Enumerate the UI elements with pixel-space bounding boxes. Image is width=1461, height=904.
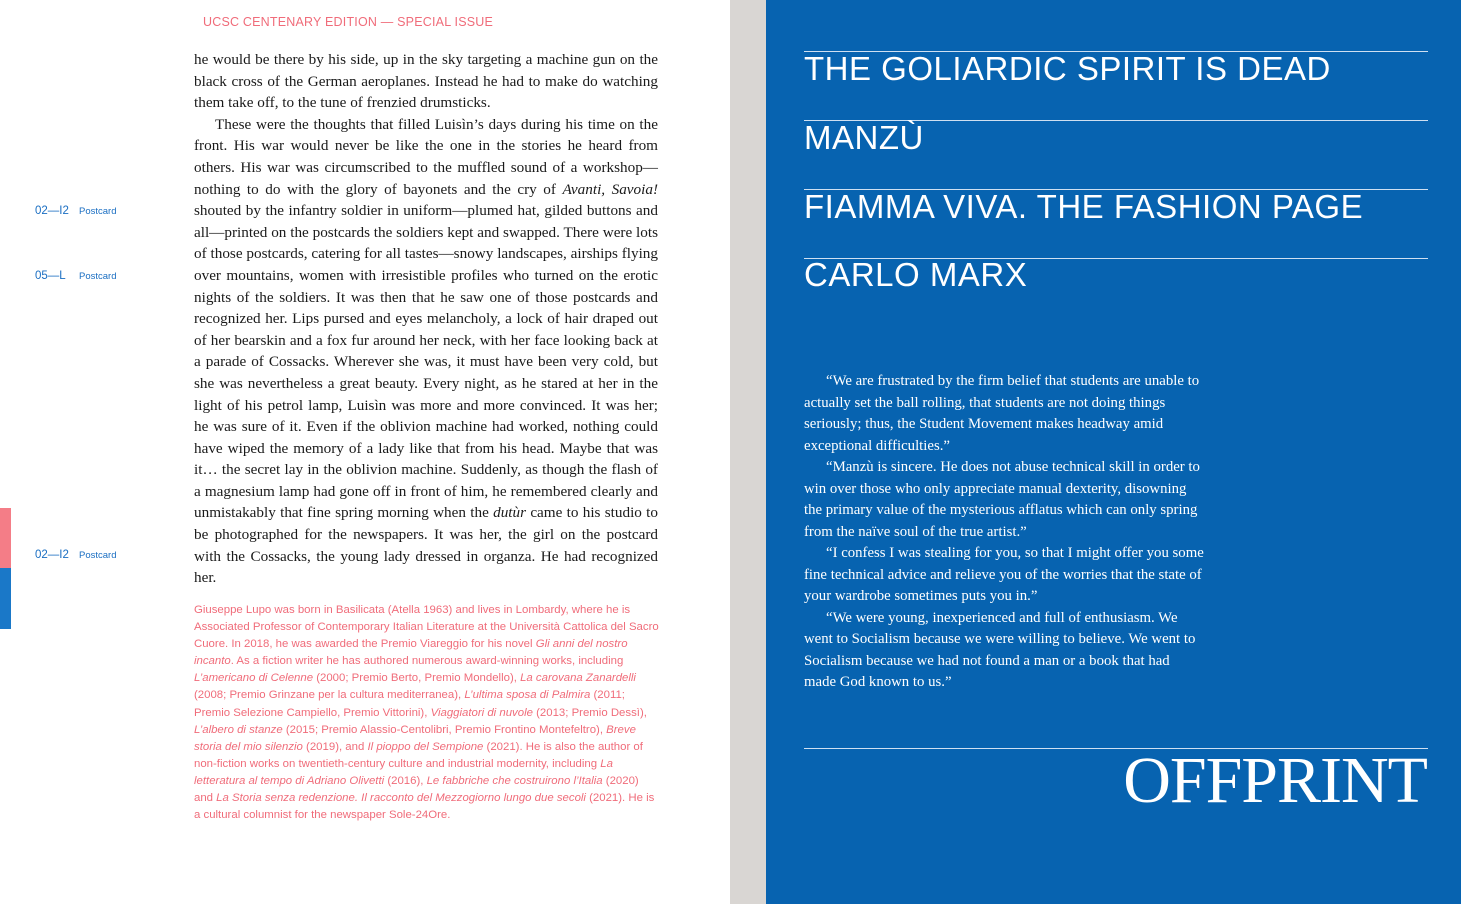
edge-marker-pink: [0, 508, 11, 568]
right-page: [766, 0, 1461, 904]
heading-carlo-marx[interactable]: CARLO MARX: [804, 256, 1028, 293]
running-header: UCSC CENTENARY EDITION — SPECIAL ISSUE: [203, 15, 494, 29]
quote-2: “Manzù is sincere. He does not abuse technical skill in order to win over those who only appreciate manual dexterity, disowning the primary value of the mysterious afflatus which can only spring from the naïve soul of the true artist.”: [804, 459, 1200, 540]
margin-note-word: Postcard: [79, 271, 117, 282]
quote-4: “We were young, inexperienced and full of enthusiasm. We went to Socialism because we were willing to believe. We went to Socialism because we had not found a man or a book that had made God known to us.”: [804, 609, 1196, 690]
quote-1: “We are frustrated by the firm belief that students are unable to actually set the ball rolling, that students are not doing things seriously; thus, the Student Movement makes headway amid exceptional difficulties.”: [804, 373, 1200, 454]
body-text: [194, 49, 658, 589]
heading-manzu[interactable]: MANZÙ: [804, 119, 924, 156]
heading-goliardic-spirit[interactable]: THE GOLIARDIC SPIRIT IS DEAD: [804, 50, 1331, 87]
body-paragraph-1: he would be there by his side, up in the sky targeting a machine gun on the black cross of the German aeroplanes. Instead he had to make do watching them take off, to the tune of frenzied drumsticks.: [194, 51, 658, 112]
margin-note-code: 02—I2: [35, 549, 69, 561]
page-gutter: [730, 0, 766, 904]
margin-note-code: 02—I2: [35, 205, 69, 217]
margin-note-word: Postcard: [79, 206, 117, 217]
heading-fiamma-viva[interactable]: FIAMMA VIVA. THE FASHION PAGE: [804, 188, 1364, 225]
quotes-block: [804, 371, 1204, 694]
margin-note-word: Postcard: [79, 550, 117, 561]
body-paragraph-2: These were the thoughts that filled Luisìn’s days during his time on the front. His war would never be like the one in the stories he heard from others. His war was circumscribed to the muffled sound of a workshop—nothing to do with the glory of bayonets and the cry of Avanti, Savoia! shouted by the infantry soldier in uniform—plumed hat, gilded buttons and all—printed on the postcards the soldiers kept and swapped. There were lots of those postcards, catering for all tastes—snowy landscapes, airships flying over mountains, women with irresistible profiles who turned on the erotic nights of the soldiers. It was then that he saw one of those postcards and recognized her. Lips pursed and eyes melancholy, a lock of hair draped out of her bearskin and a fox fur around her neck, with her face looking back at a parade of Cossacks. Wherever she was, it must have been very cold, but she was nevertheless a great beauty. Every night, as he stared at her in the light of his petrol lamp, Luisìn was more and more convinced. It was her; he was sure of it. Even if the oblivion machine had worked, nothing could have wiped the memory of a lady like that from his head. Maybe that was it… the secret lay in the oblivion machine. Suddenly, as though the flash of a magnesium lamp had gone off in front of him, he remembered clearly and unmistakably that fine spring morning when the dutùr came to his studio to be photographed for the newspapers. It was her, the girl on the postcard with the Cossacks, the young lady dressed in organza. He had recognized her.: [194, 115, 659, 587]
margin-note-code: 05—L: [35, 270, 66, 282]
edge-marker-blue: [0, 568, 11, 629]
offprint-title: OFFPRINT: [1123, 744, 1427, 817]
margin-note-postcard-1[interactable]: [35, 205, 117, 217]
margin-note-postcard-2[interactable]: [35, 270, 117, 282]
author-bio: Giuseppe Lupo was born in Basilicata (Atella 1963) and lives in Lombardy, where he is Associated Professor of Contemporary Italian Literature at the Università Cattolica del Sacro Cuore. In 2018, he was awarded the Premio Viareggio for his novel Gli anni del nostro incanto. As a fiction writer he has authored numerous award-winning works, including L’americano di Celenne (2000; Premio Berto, Premio Mondello), La carovana Zanardelli (2008; Premio Grinzane per la cultura mediterranea), L’ultima sposa di Palmira (2011; Premio Selezione Campiello, Premio Vittorini), Viaggiatori di nuvole (2013; Premio Dessì), L’albero di stanze (2015; Premio Alassio-Centolibri, Premio Frontino Montefeltro), Breve storia del mio silenzio (2019), and Il pioppo del Sempione (2021). He is also the author of non-fiction works on twentieth-century culture and industrial modernity, including La letteratura al tempo di Adriano Olivetti (2016), Le fabbriche che costruirono l’Italia (2020) and La Storia senza redenzione. Il racconto del Mezzogiorno lungo due secoli (2021). He is a cultural columnist for the newspaper Sole-24Ore.: [194, 604, 659, 822]
margin-note-postcard-3[interactable]: [35, 549, 117, 561]
left-page: [0, 0, 730, 904]
quote-3: “I confess I was stealing for you, so that I might offer you some fine technical advice and relieve you of the worries that the state of your wardrobe sometimes puts you in.”: [804, 545, 1204, 604]
